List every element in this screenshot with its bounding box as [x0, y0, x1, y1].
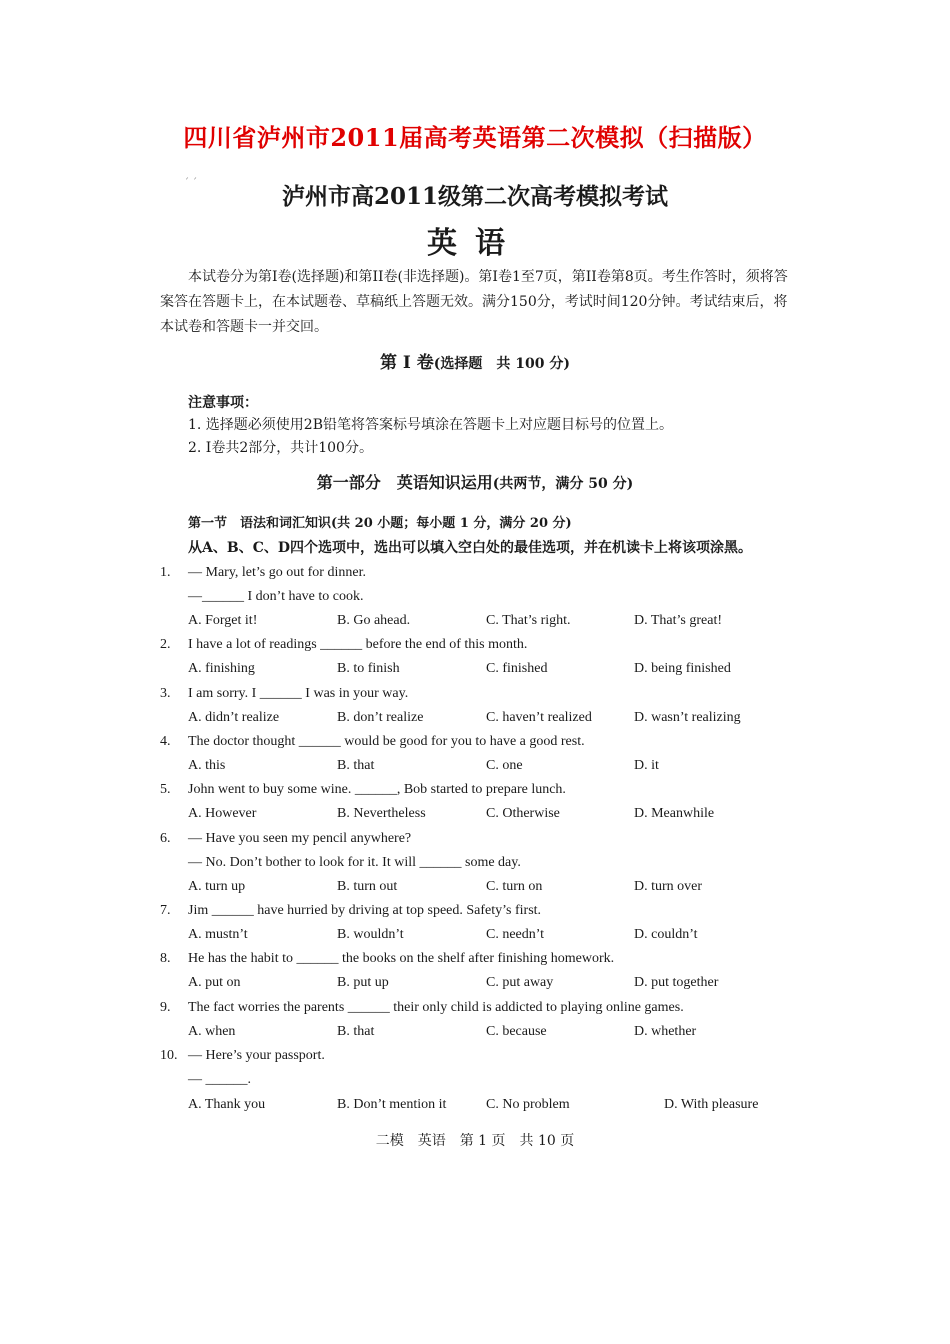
- section-heading-main: 第 I 卷: [379, 353, 434, 373]
- question-number: 2.: [160, 637, 171, 652]
- option-d: D. With pleasure: [664, 1097, 759, 1112]
- option-a: A. didn’t realize: [188, 710, 280, 725]
- note-item: 1. 选择题必须使用2B铅笔将答案标号填涂在答题卡上对应题目标号的位置上。: [188, 417, 674, 433]
- document-title: 四川省泸州市2011届高考英语第二次模拟（扫描版）: [183, 123, 767, 152]
- exam-title: 泸州市高2011级第二次高考模拟考试: [281, 183, 668, 210]
- question-line: —______ I don’t have to cook.: [188, 589, 364, 604]
- option-d: D. That’s great!: [634, 613, 722, 628]
- option-b: B. Don’t mention it: [337, 1097, 447, 1112]
- question-line: John went to buy some wine. ______, Bob started to prepare lunch.: [188, 782, 566, 797]
- option-b: B. that: [337, 758, 375, 773]
- option-d: D. turn over: [634, 879, 703, 894]
- option-c: C. That’s right.: [486, 613, 571, 628]
- question-line: Jim ______ have hurried by driving at top speed. Safety’s first.: [188, 903, 542, 918]
- option-a: A. However: [188, 806, 257, 821]
- option-b: B. to finish: [337, 661, 400, 676]
- option-d: D. wasn’t realizing: [634, 710, 741, 725]
- option-b: B. put up: [337, 975, 389, 990]
- option-a: A. put on: [188, 975, 241, 990]
- option-c: C. No problem: [486, 1097, 570, 1112]
- question-number: 5.: [160, 782, 171, 797]
- option-d: D. whether: [634, 1024, 697, 1039]
- option-b: B. Go ahead.: [337, 613, 411, 628]
- question-number: 4.: [160, 734, 171, 749]
- question-line: The doctor thought ______ would be good for you to have a good rest.: [188, 734, 585, 749]
- question-number: 10.: [160, 1048, 178, 1063]
- note-item: 2. I卷共2部分，共计100分。: [188, 440, 373, 456]
- option-a: A. mustn’t: [188, 927, 248, 942]
- question-line: — No. Don’t bother to look for it. It will ______ some day.: [188, 855, 521, 870]
- question-line: — Mary, let’s go out for dinner.: [188, 565, 366, 580]
- section-heading: [0, 348, 950, 373]
- option-d: D. Meanwhile: [634, 806, 715, 821]
- option-c: C. haven’t realized: [486, 710, 592, 725]
- option-b: B. don’t realize: [337, 710, 424, 725]
- option-c: C. Otherwise: [486, 806, 560, 821]
- page-footer: 二模 英语 第 1 页 共 10 页: [375, 1133, 575, 1149]
- question-number: 9.: [160, 1000, 171, 1015]
- option-b: B. that: [337, 1024, 375, 1039]
- option-b: B. Nevertheless: [337, 806, 426, 821]
- scan-mark: ´ ´: [184, 178, 198, 189]
- option-c: C. because: [486, 1024, 547, 1039]
- option-d: D. couldn’t: [634, 927, 698, 942]
- instructions: 从A、B、C、D四个选项中，选出可以填入空白处的最佳选项，并在机读卡上将该项涂黑。: [188, 540, 752, 556]
- option-a: A. Thank you: [188, 1097, 266, 1112]
- option-a: A. when: [188, 1024, 236, 1039]
- option-a: A. this: [188, 758, 226, 773]
- question-number: 7.: [160, 903, 171, 918]
- option-d: D. put together: [634, 975, 719, 990]
- section-heading-detail: (选择题 共 100 分): [433, 356, 571, 372]
- question-number: 8.: [160, 951, 171, 966]
- option-a: A. turn up: [188, 879, 246, 894]
- subject-title: 英语: [427, 226, 523, 261]
- intro-paragraph: 本试卷分为第I卷(选择题)和第II卷(非选择题)。第I卷1至7页，第II卷第8页。考生作答时，须将答案答在答题卡上，在本试题卷、草稿纸上答题无效。满分150分，考试时间120分钟。考试结束后，将本试卷和答题卡一并交回。: [160, 269, 788, 335]
- option-d: D. it: [634, 758, 659, 773]
- question-line: — Have you seen my pencil anywhere?: [188, 831, 412, 846]
- option-c: C. one: [486, 758, 523, 773]
- option-a: A. Forget it!: [188, 613, 258, 628]
- subsection-title: 第一节 语法和词汇知识(共 20 小题；每小题 1 分，满分 20 分): [188, 516, 572, 531]
- part-heading-main: 第一部分 英语知识运用: [316, 473, 493, 492]
- option-b: B. turn out: [337, 879, 398, 894]
- option-c: C. needn’t: [486, 927, 545, 942]
- question-line: — ______.: [188, 1072, 251, 1087]
- question-line: I am sorry. I ______ I was in your way.: [188, 686, 409, 701]
- part-heading: [0, 470, 950, 493]
- question-number: 6.: [160, 831, 171, 846]
- part-heading-detail: (共两节，满分 50 分): [492, 476, 634, 492]
- question-number: 1.: [160, 565, 171, 580]
- question-line: — Here’s your passport.: [188, 1048, 325, 1063]
- option-c: C. put away: [486, 975, 554, 990]
- question-line: The fact worries the parents ______ their only child is addicted to playing online games.: [188, 1000, 684, 1015]
- question-line: He has the habit to ______ the books on the shelf after finishing homework.: [188, 951, 615, 966]
- option-b: B. wouldn’t: [337, 927, 404, 942]
- question-number: 3.: [160, 686, 171, 701]
- notes-title: 注意事项：: [188, 395, 258, 411]
- option-d: D. being finished: [634, 661, 731, 676]
- option-a: A. finishing: [188, 661, 255, 676]
- option-c: C. finished: [486, 661, 548, 676]
- option-c: C. turn on: [486, 879, 543, 894]
- question-line: I have a lot of readings ______ before the end of this month.: [188, 637, 528, 652]
